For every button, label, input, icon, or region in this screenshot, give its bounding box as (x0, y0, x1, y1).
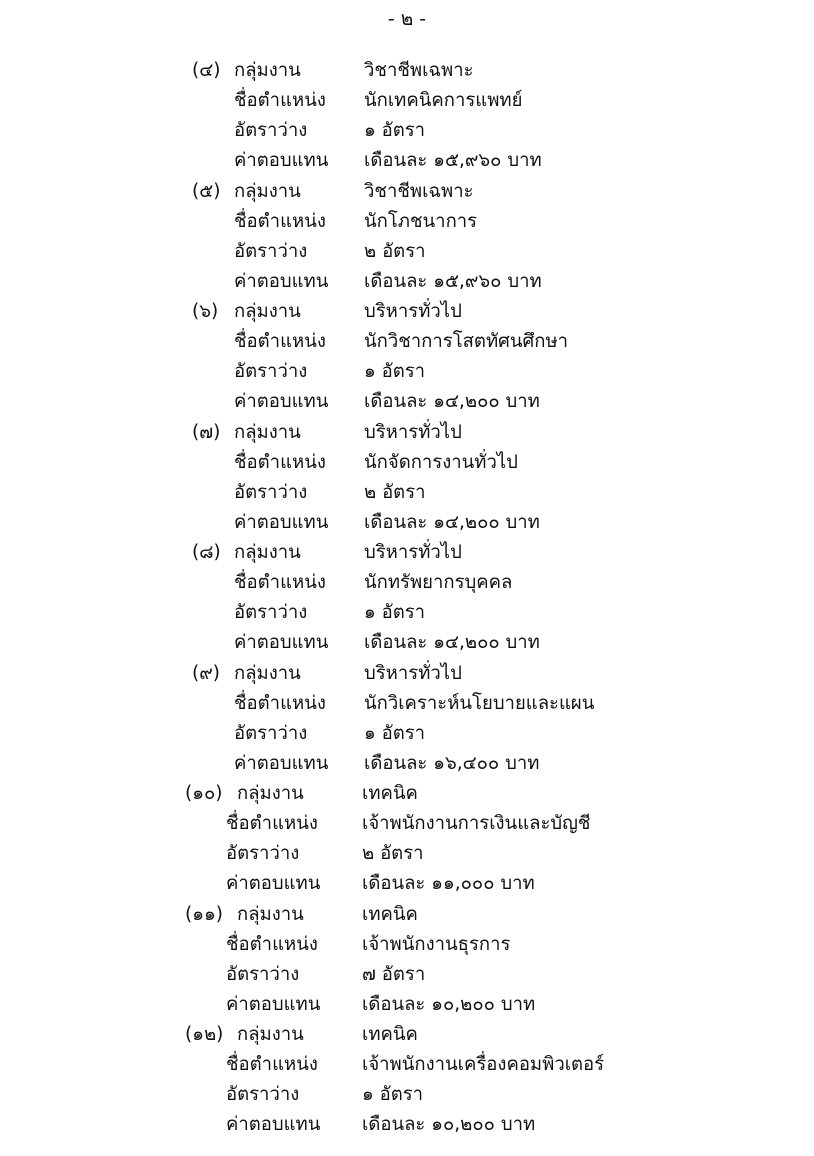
vacancy-row (0, 357, 814, 387)
position-row (0, 689, 814, 719)
position-entry (0, 56, 814, 177)
position-value: นักโภชนาการ (364, 210, 478, 232)
position-value: นักเทคนิคการแพทย์ (364, 90, 523, 112)
group-label: กลุ่มงาน (234, 542, 301, 563)
pay-value: เดือนละ ๑๔,๒๐๐ บาท (364, 511, 540, 533)
position-row (0, 930, 814, 960)
group-row (0, 418, 814, 448)
position-label: ชื่อตำแหน่ง (234, 692, 326, 714)
vacancy-row (0, 1080, 814, 1110)
vacancy-value: ๑ อัตรา (364, 602, 426, 624)
group-value: บริหารทั่วไป (364, 662, 462, 684)
pay-label: ค่าตอบแทน (226, 1114, 321, 1136)
pay-label: ค่าตอบแทน (234, 752, 329, 774)
position-entry (0, 779, 814, 900)
vacancy-value: ๑ อัตรา (364, 120, 426, 142)
group-label: กลุ่มงาน (234, 662, 301, 684)
vacancy-row (0, 478, 814, 508)
pay-label: ค่าตอบแทน (226, 873, 321, 895)
position-entry (0, 659, 814, 780)
position-list (0, 56, 814, 1141)
position-value: เจ้าพนักงานธุรการ (362, 933, 511, 955)
group-label: กลุ่มงาน (234, 180, 301, 202)
vacancy-label: อัตราว่าง (234, 240, 308, 262)
position-value: นักทรัพยากรบุคคล (364, 572, 513, 594)
position-entry (0, 418, 814, 539)
entry-number: (๙) (192, 662, 220, 684)
position-row (0, 1050, 814, 1080)
pay-label: ค่าตอบแทน (234, 150, 329, 172)
pay-label: ค่าตอบแทน (234, 270, 329, 292)
group-row (0, 659, 814, 689)
vacancy-row (0, 839, 814, 869)
vacancy-value: ๒ อัตรา (364, 481, 426, 503)
entry-number: (๖) (192, 301, 219, 322)
vacancy-label: อัตราว่าง (226, 963, 300, 985)
group-row (0, 779, 814, 809)
position-label: ชื่อตำแหน่ง (234, 451, 326, 473)
vacancy-label: อัตราว่าง (234, 481, 308, 503)
vacancy-row (0, 237, 814, 267)
pay-row (0, 508, 814, 538)
position-entry (0, 177, 814, 298)
position-row (0, 809, 814, 839)
group-value: บริหารทั่วไป (364, 301, 462, 322)
vacancy-value: ๑ อัตรา (364, 722, 426, 744)
pay-value: เดือนละ ๑๐,๒๐๐ บาท (362, 1114, 536, 1136)
group-label: กลุ่มงาน (237, 1024, 304, 1045)
pay-value: เดือนละ ๑๑,๐๐๐ บาท (362, 873, 535, 895)
position-entry (0, 297, 814, 418)
vacancy-label: อัตราว่าง (226, 843, 300, 865)
vacancy-label: อัตราว่าง (234, 361, 308, 383)
entry-number: (๑๐) (185, 783, 223, 804)
vacancy-value: ๗ อัตรา (362, 963, 426, 985)
position-value: เจ้าพนักงานการเงินและบัญชี (362, 813, 591, 835)
vacancy-value: ๒ อัตรา (364, 240, 426, 262)
position-label: ชื่อตำแหน่ง (226, 933, 318, 955)
group-row (0, 1020, 814, 1050)
group-value: วิชาชีพเฉพาะ (364, 60, 474, 81)
group-label: กลุ่มงาน (237, 783, 304, 804)
pay-label: ค่าตอบแทน (234, 632, 329, 654)
position-label: ชื่อตำแหน่ง (226, 813, 318, 835)
entry-number: (๕) (192, 180, 221, 202)
vacancy-label: อัตราว่าง (234, 120, 308, 142)
vacancy-value: ๑ อัตรา (362, 1084, 424, 1106)
group-value: เทคนิค (362, 903, 418, 925)
pay-row (0, 628, 814, 658)
position-row (0, 327, 814, 357)
pay-value: เดือนละ ๑๕,๙๖๐ บาท (364, 150, 542, 172)
group-value: บริหารทั่วไป (364, 542, 462, 563)
position-entry (0, 900, 814, 1021)
pay-value: เดือนละ ๑๔,๒๐๐ บาท (364, 391, 540, 413)
group-row (0, 538, 814, 568)
vacancy-label: อัตราว่าง (226, 1084, 300, 1106)
group-value: เทคนิค (362, 1024, 418, 1045)
group-value: เทคนิค (362, 783, 418, 804)
pay-label: ค่าตอบแทน (234, 391, 329, 413)
position-label: ชื่อตำแหน่ง (234, 331, 326, 353)
pay-row (0, 1110, 814, 1140)
position-row (0, 568, 814, 598)
position-value: นักวิชาการโสตทัศนศึกษา (364, 331, 569, 353)
group-row (0, 900, 814, 930)
entry-number: (๗) (192, 421, 221, 443)
pay-value: เดือนละ ๑๕,๙๖๐ บาท (364, 270, 542, 292)
vacancy-label: อัตราว่าง (234, 602, 308, 624)
group-value: บริหารทั่วไป (364, 421, 462, 443)
group-row (0, 297, 814, 327)
position-value: เจ้าพนักงานเครื่องคอมพิวเตอร์ (362, 1054, 605, 1076)
position-row (0, 207, 814, 237)
group-value: วิชาชีพเฉพาะ (364, 180, 474, 202)
position-label: ชื่อตำแหน่ง (234, 90, 326, 112)
group-row (0, 56, 814, 86)
position-label: ชื่อตำแหน่ง (234, 210, 326, 232)
pay-value: เดือนละ ๑๐,๒๐๐ บาท (362, 993, 536, 1015)
position-entry (0, 1020, 814, 1141)
group-row (0, 177, 814, 207)
pay-label: ค่าตอบแทน (226, 993, 321, 1015)
pay-row (0, 869, 814, 899)
group-label: กลุ่มงาน (234, 301, 301, 322)
entry-number: (๑๒) (185, 1024, 224, 1045)
vacancy-row (0, 719, 814, 749)
pay-label: ค่าตอบแทน (234, 511, 329, 533)
page-number: - ๒ - (387, 8, 427, 30)
pay-row (0, 990, 814, 1020)
pay-value: เดือนละ ๑๖,๔๐๐ บาท (364, 752, 540, 774)
pay-row (0, 749, 814, 779)
vacancy-value: ๒ อัตรา (362, 843, 424, 865)
vacancy-row (0, 116, 814, 146)
group-label: กลุ่มงาน (234, 60, 301, 81)
entry-number: (๘) (192, 542, 221, 563)
position-value: นักวิเคราะห์นโยบายและแผน (364, 692, 595, 714)
position-entry (0, 538, 814, 659)
pay-row (0, 146, 814, 176)
position-row (0, 448, 814, 478)
vacancy-label: อัตราว่าง (234, 722, 308, 744)
group-label: กลุ่มงาน (234, 421, 301, 443)
entry-number: (๔) (192, 60, 221, 81)
position-label: ชื่อตำแหน่ง (226, 1054, 318, 1076)
position-row (0, 86, 814, 116)
vacancy-row (0, 960, 814, 990)
pay-row (0, 267, 814, 297)
vacancy-value: ๑ อัตรา (364, 361, 426, 383)
position-value: นักจัดการงานทั่วไป (364, 451, 518, 473)
pay-row (0, 387, 814, 417)
group-label: กลุ่มงาน (237, 903, 304, 925)
position-label: ชื่อตำแหน่ง (234, 572, 326, 594)
pay-value: เดือนละ ๑๔,๒๐๐ บาท (364, 632, 540, 654)
vacancy-row (0, 598, 814, 628)
entry-number: (๑๑) (185, 903, 223, 925)
